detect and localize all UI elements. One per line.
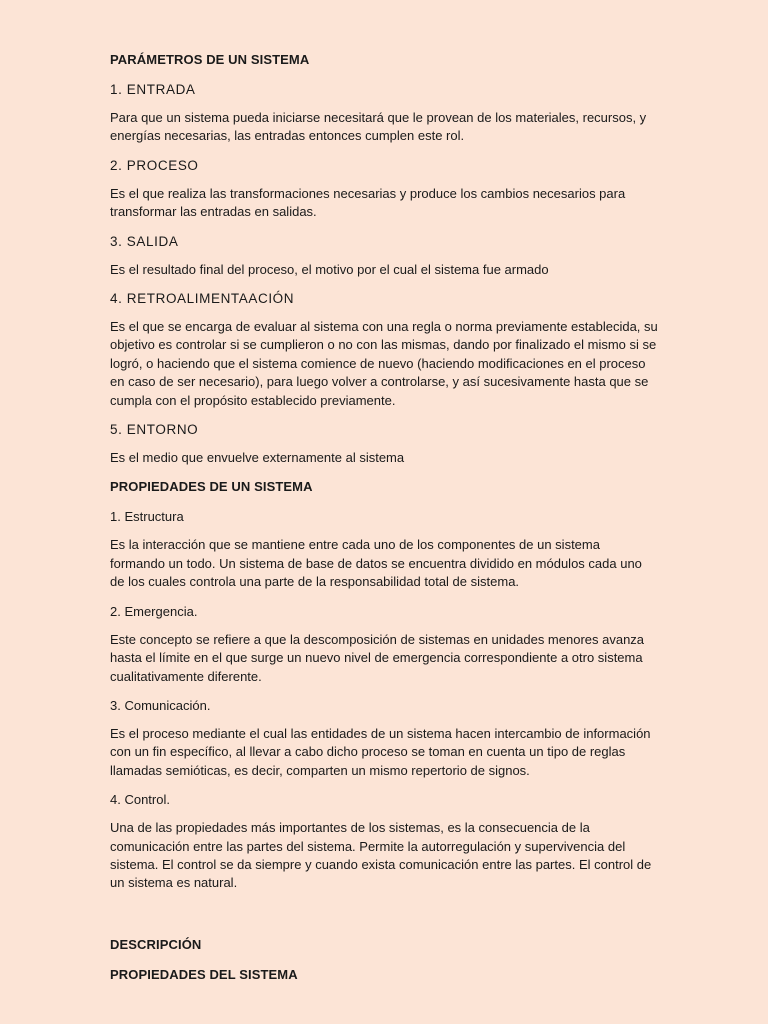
- property-comunicacion-text: Es el proceso mediante el cual las entidades de un sistema hacen intercambio de información con un fin específico, al llevar a cabo dicho proceso se toman en cuenta un tipo de reglas llamadas semióticas, es decir, comparten un mismo repertorio de signos.: [110, 725, 651, 778]
- heading-propiedades-del-sistema: PROPIEDADES DEL SISTEMA: [110, 966, 298, 982]
- heading-propiedades: PROPIEDADES DE UN SISTEMA: [110, 479, 313, 495]
- section-entorno-text: Es el medio que envuelve externamente al sistema: [110, 450, 405, 466]
- section-retroalimentacion-text: Es el que se encarga de evaluar al sistema con una regla o norma previamente establecida, su objetivo es controlar si se cumplieron o no con las mismas, dando por finalizado el mismo si se logró, o haciendo que el sistema comience de nuevo (haciendo modificaciones en el proceso en caso de ser necesario), para luego volver a controlarse, y así sucesivamente hasta que se cumpla con el propósito establecido previamente.: [110, 319, 658, 408]
- section-proceso-title: 2. PROCESO: [110, 157, 199, 173]
- property-control-title: 4. Control.: [110, 792, 170, 808]
- heading-parametros: PARÁMETROS DE UN SISTEMA: [110, 52, 310, 67]
- property-control-text: Una de las propiedades más importantes de los sistemas, es la consecuencia de la comunicación entre las partes del sistema. Permite la autorregulación y supervivencia del sistema. El control se da siempre y cuando exista comunicación entre las partes. El control de un sistema es natural.: [110, 820, 652, 891]
- property-comunicacion-title: 3. Comunicación.: [110, 697, 211, 713]
- section-entorno-title: 5. ENTORNO: [110, 422, 199, 438]
- section-entrada-text: Para que un sistema pueda iniciarse necesitará que le provean de los materiales, recursos, y energías necesarias, las entradas entonces cumplen este rol.: [110, 110, 647, 144]
- section-retroalimentacion-title: 4. RETROALIMENTAACIÓN: [110, 291, 295, 307]
- section-proceso-text: Es el que realiza las transformaciones necesarias y produce los cambios necesarios para transformar las entradas en salidas.: [110, 185, 626, 220]
- property-emergencia-text: Este concepto se refiere a que la descomposición de sistemas en unidades menores avanza hasta el límite en el que surge un nuevo nivel de emergencia correspondiente a otro sistema cualitativamente diferente.: [110, 631, 645, 684]
- section-salida-text: Es el resultado final del proceso, el motivo por el cual el sistema fue armado: [110, 261, 549, 277]
- section-salida-title: 3. SALIDA: [110, 233, 179, 249]
- blank-space: [110, 903, 658, 935]
- section-entrada-title: 1. ENTRADA: [110, 82, 196, 97]
- heading-descripcion: DESCRIPCIÓN: [110, 936, 202, 952]
- property-estructura-title: 1. Estructura: [110, 509, 184, 525]
- property-estructura-text: Es la interacción que se mantiene entre cada uno de los componentes de un sistema formando un todo. Un sistema de base de datos se encuentra dividido en módulos cada uno de los cuales controla una parte de la responsabilidad total de sistema.: [110, 537, 642, 590]
- property-emergencia-title: 2. Emergencia.: [110, 603, 198, 619]
